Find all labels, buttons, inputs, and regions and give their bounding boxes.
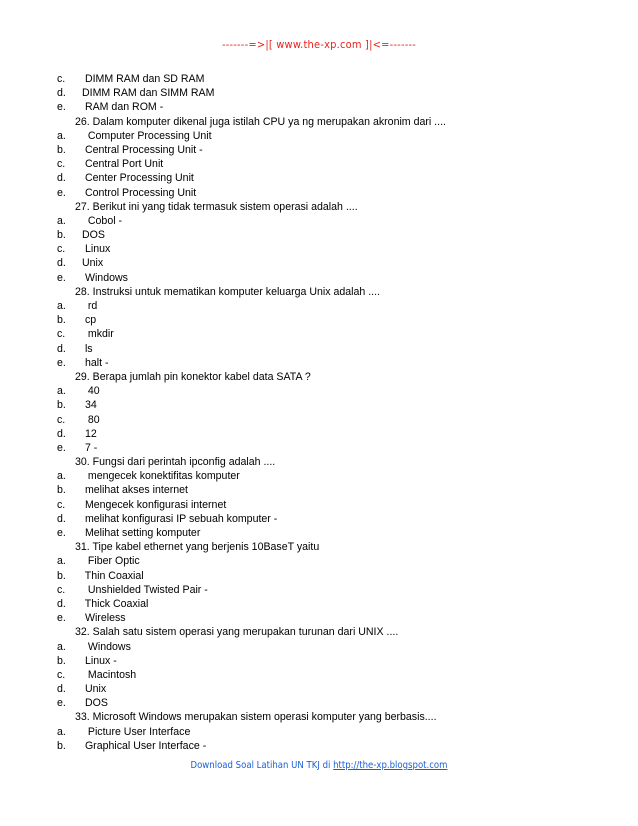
- option-letter: e.: [57, 186, 66, 199]
- answer-option: [57, 498, 617, 512]
- answer-option: [57, 640, 617, 654]
- answer-option: [57, 512, 617, 526]
- answer-option: [57, 214, 617, 228]
- option-text: melihat akses internet: [82, 484, 188, 497]
- option-text: Computer Processing Unit: [82, 129, 212, 142]
- question-text: 33. Microsoft Windows merupakan sistem operasi komputer yang berbasis....: [75, 711, 437, 724]
- option-letter: c.: [57, 158, 66, 171]
- question-text: 27. Berikut ini yang tidak termasuk sistem operasi adalah ....: [75, 200, 358, 213]
- option-letter: b.: [57, 654, 66, 667]
- answer-option: [57, 171, 617, 185]
- option-text: Center Processing Unit: [82, 172, 194, 185]
- footer-link[interactable]: http://the-xp.blogspot.com: [333, 760, 448, 771]
- option-text: Linux: [82, 243, 111, 256]
- option-text: DOS: [82, 229, 105, 242]
- option-text: DIMM RAM dan SD RAM: [82, 73, 205, 85]
- option-letter: e.: [57, 356, 66, 369]
- option-text: Central Processing Unit -: [82, 143, 203, 156]
- question-text: 28. Instruksi untuk mematikan komputer keluarga Unix adalah ....: [75, 285, 381, 298]
- footer-text: Download Soal Latihan UN TKJ di: [190, 760, 334, 771]
- answer-option: [57, 384, 617, 398]
- option-letter: e.: [57, 527, 66, 539]
- option-letter: c.: [57, 583, 66, 596]
- answer-option: [57, 86, 617, 100]
- question-text: 26. Dalam komputer dikenal juga istilah CPU ya ng merupakan akronim dari ....: [75, 115, 446, 128]
- page-header: -------=>|[ www.the-xp.com ]|<=-------: [221, 38, 417, 51]
- option-text: mengecek konektifitas komputer: [82, 470, 240, 483]
- option-text: Graphical User Interface -: [82, 739, 207, 752]
- option-letter: a.: [57, 385, 66, 398]
- answer-option: [57, 299, 617, 313]
- option-letter: b.: [57, 569, 66, 582]
- option-text: 7 -: [82, 441, 98, 454]
- answer-option: [57, 668, 617, 682]
- option-letter: e.: [57, 441, 66, 454]
- option-text: 40: [82, 385, 100, 398]
- answer-option: [57, 271, 617, 285]
- answer-option: [57, 739, 617, 753]
- option-text: halt -: [82, 356, 109, 369]
- option-text: Windows: [82, 640, 131, 653]
- answer-option: [57, 725, 617, 739]
- option-letter: a.: [57, 129, 66, 142]
- option-text: 80: [82, 413, 100, 426]
- answer-option: [57, 72, 617, 86]
- answer-option: [57, 186, 617, 200]
- answer-option: [57, 583, 617, 597]
- answer-option: [57, 143, 617, 157]
- option-letter: d.: [57, 512, 66, 525]
- option-letter: b.: [57, 399, 66, 412]
- option-letter: b.: [57, 314, 66, 327]
- answer-option: [57, 441, 617, 455]
- question-text: 32. Salah satu sistem operasi yang merupakan turunan dari UNIX ....: [75, 626, 399, 639]
- answer-option: [57, 256, 617, 270]
- option-letter: d.: [57, 683, 66, 696]
- answer-option: [57, 100, 617, 114]
- option-letter: c.: [57, 243, 66, 256]
- answer-option: [57, 413, 617, 427]
- option-letter: b.: [57, 143, 66, 156]
- option-text: melihat konfigurasi IP sebuah komputer -: [82, 512, 278, 525]
- option-letter: a.: [57, 300, 66, 312]
- option-letter: d.: [57, 597, 66, 610]
- option-text: ls: [82, 342, 93, 355]
- option-letter: a.: [57, 214, 66, 227]
- question-list: [57, 72, 617, 753]
- option-letter: e.: [57, 612, 66, 625]
- option-letter: a.: [57, 470, 66, 483]
- option-letter: d.: [57, 427, 66, 440]
- option-letter: e.: [57, 697, 66, 710]
- option-text: RAM dan ROM -: [82, 101, 164, 114]
- option-letter: a.: [57, 725, 66, 738]
- option-letter: e.: [57, 101, 66, 114]
- option-text: Windows: [82, 271, 128, 284]
- answer-option: [57, 597, 617, 611]
- option-letter: d.: [57, 87, 66, 100]
- option-text: Mengecek konfigurasi internet: [82, 498, 227, 511]
- option-text: Cobol -: [82, 214, 123, 227]
- option-letter: c.: [57, 328, 66, 341]
- answer-option: [57, 398, 617, 412]
- option-text: 12: [82, 427, 97, 440]
- answer-option: [57, 228, 617, 242]
- option-text: Wireless: [82, 612, 126, 625]
- answer-option: [57, 654, 617, 668]
- option-text: Thick Coaxial: [82, 597, 149, 610]
- option-text: Fiber Optic: [82, 555, 140, 568]
- answer-option: [57, 611, 617, 625]
- answer-option: [57, 129, 617, 143]
- option-text: Picture User Interface: [82, 725, 191, 738]
- option-text: Linux -: [82, 654, 117, 667]
- option-letter: c.: [57, 498, 66, 511]
- option-letter: d.: [57, 342, 66, 355]
- option-text: Unshielded Twisted Pair -: [82, 583, 208, 596]
- option-text: mkdir: [82, 328, 114, 341]
- option-text: DIMM RAM dan SIMM RAM: [82, 87, 215, 100]
- question-text: 29. Berapa jumlah pin konektor kabel data SATA ?: [75, 370, 311, 383]
- option-text: Macintosh: [82, 668, 137, 681]
- answer-option: [57, 569, 617, 583]
- answer-option: [57, 427, 617, 441]
- answer-option: [57, 696, 617, 710]
- answer-option: [57, 342, 617, 356]
- answer-option: [57, 483, 617, 497]
- page-footer: [0, 760, 638, 771]
- option-letter: b.: [57, 739, 66, 752]
- option-text: Unix: [82, 257, 104, 270]
- question-text: 30. Fungsi dari perintah ipconfig adalah ....: [75, 456, 276, 469]
- option-text: Thin Coaxial: [82, 569, 144, 582]
- option-text: rd: [82, 300, 98, 312]
- option-text: 34: [82, 399, 97, 412]
- answer-option: [57, 327, 617, 341]
- option-letter: d.: [57, 172, 66, 185]
- option-letter: a.: [57, 640, 66, 653]
- answer-option: [57, 682, 617, 696]
- option-text: DOS: [82, 697, 108, 710]
- answer-option: [57, 313, 617, 327]
- option-text: Control Processing Unit: [82, 186, 197, 199]
- option-letter: c.: [57, 73, 66, 85]
- answer-option: [57, 469, 617, 483]
- question-text: 31. Tipe kabel ethernet yang berjenis 10BaseT yaitu: [75, 541, 320, 554]
- option-text: Central Port Unit: [82, 158, 164, 171]
- answer-option: [57, 554, 617, 568]
- option-letter: b.: [57, 484, 66, 497]
- answer-option: [57, 157, 617, 171]
- option-letter: b.: [57, 229, 66, 242]
- option-text: Unix: [82, 683, 107, 696]
- option-letter: d.: [57, 257, 66, 270]
- option-letter: c.: [57, 668, 66, 681]
- answer-option: [57, 356, 617, 370]
- option-letter: c.: [57, 413, 66, 426]
- answer-option: [57, 242, 617, 256]
- option-text: Melihat setting komputer: [82, 527, 201, 539]
- option-letter: a.: [57, 555, 66, 568]
- option-letter: e.: [57, 271, 66, 284]
- option-text: cp: [82, 314, 97, 327]
- answer-option: [57, 526, 617, 540]
